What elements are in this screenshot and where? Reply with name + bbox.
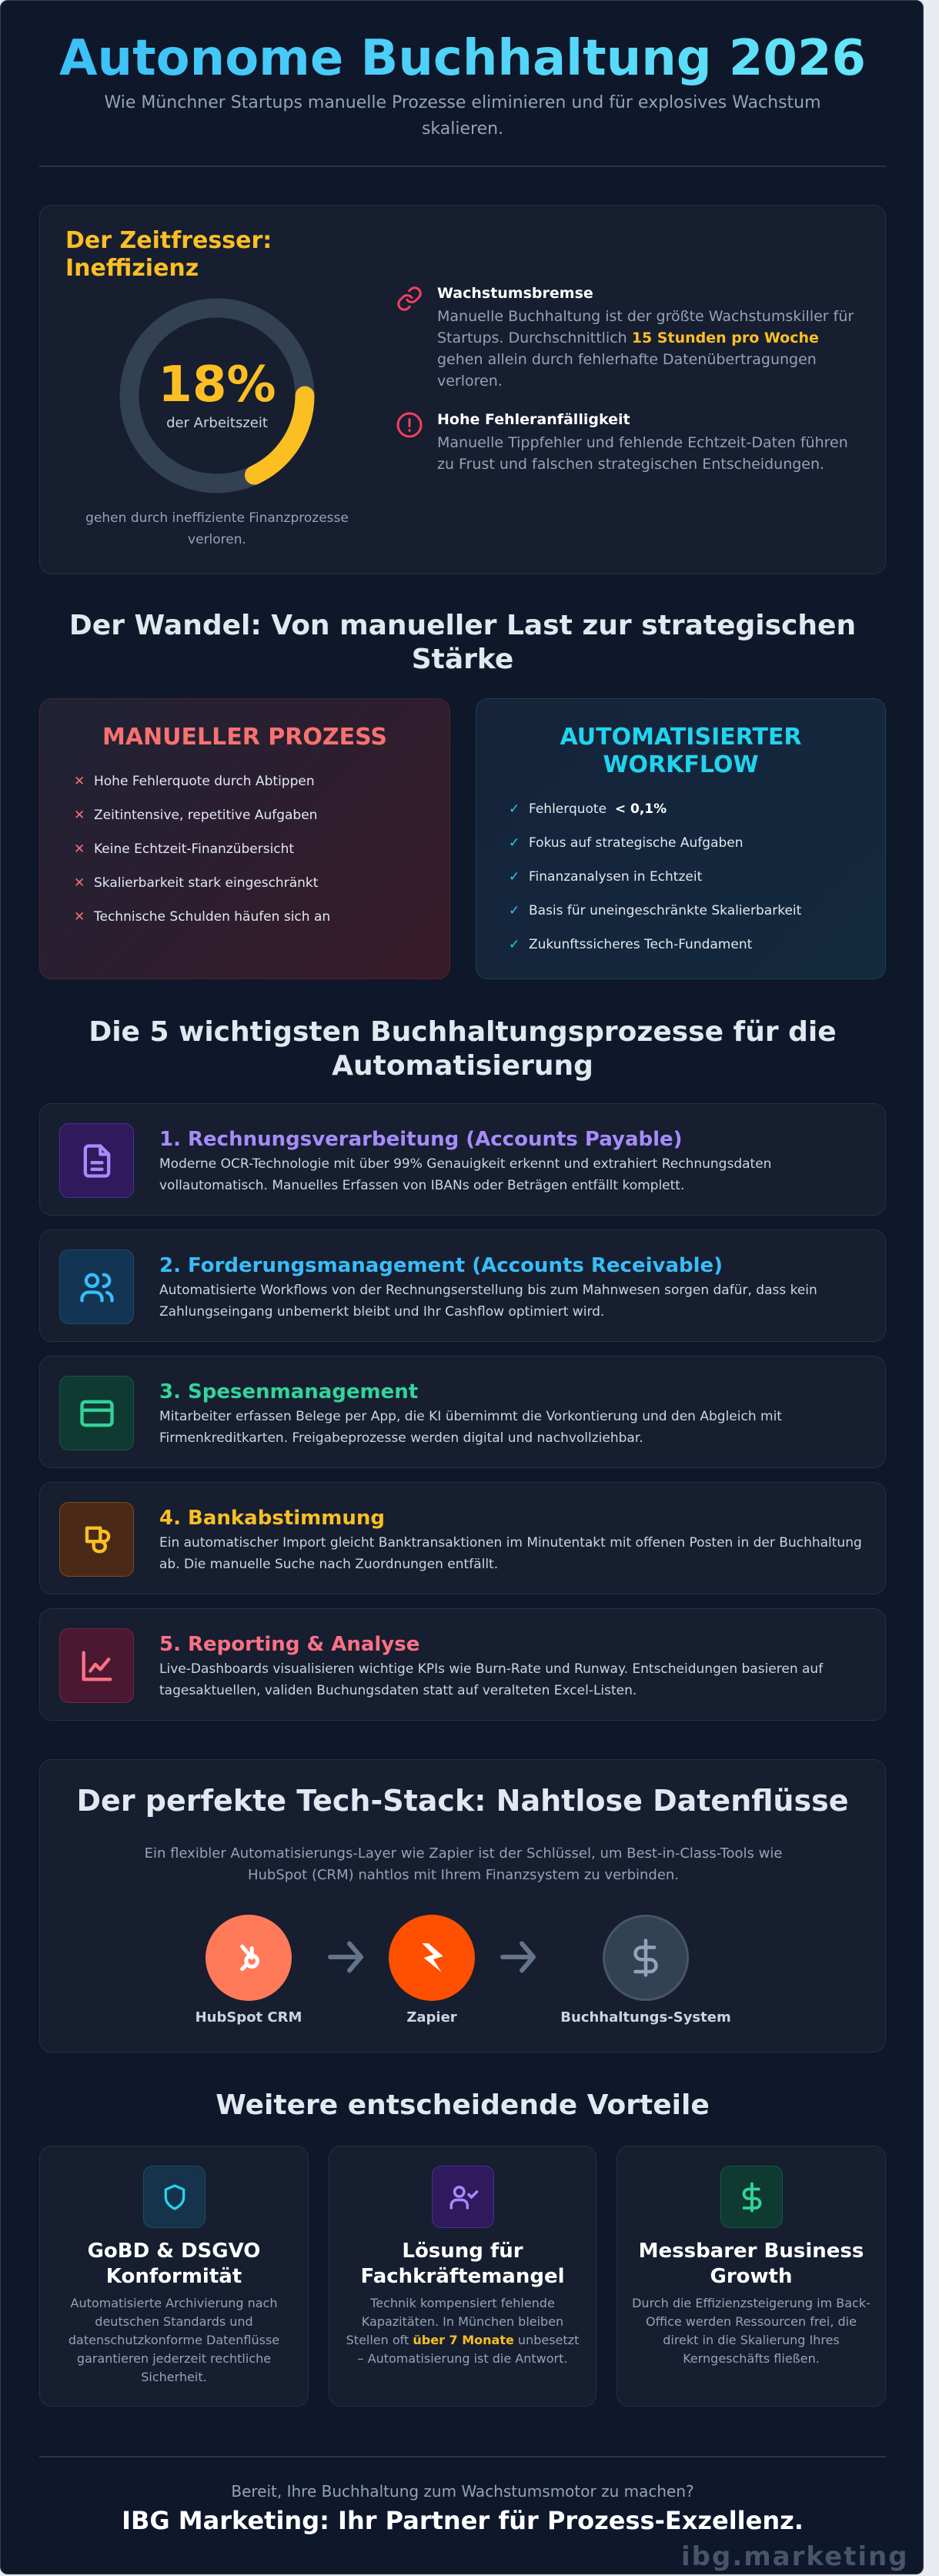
x-icon: ✕ [74,909,85,925]
advantage-card [617,2146,886,2407]
x-icon: ✕ [74,808,85,823]
processes-heading: Die 5 wichtigsten Buchhaltungsprozesse für die Automatisierung [89,1016,837,1082]
auto-list [509,800,667,834]
shield-icon [143,2166,206,2228]
user-check-icon [432,2166,494,2228]
stat-caption: gehen durch ineffiziente Finanzprozesse verloren. [85,510,349,547]
manual-title: MANUELLER PROZESS [102,724,387,751]
advantage-title: GoBD & DSGVO Konformität [87,2240,261,2288]
manual-list [74,772,330,942]
advantage-text: Automatisierte Archivierung nach deutschen Standards und datenschutzkonforme Datenflüsse garantieren jederzeit rechtliche Sicherheit. [68,2296,280,2384]
x-icon: ✕ [74,841,85,857]
point-text: Manuelle Buchhaltung ist der größte Wachstumskiller für Startups. Durchschnittlich 15 Stunden pro Woche gehen allein durch fehlerhafte Datenübertragungen verloren. [437,308,854,390]
credit-card-icon [59,1376,134,1450]
process-text: Mitarbeiter erfassen Belege per App, die KI übernimmt die Vorkontierung und den Abgleich mit Firmenkreditkarten. Freigabeprozesse werden digital und nachvollziehbar. [159,1409,782,1446]
arrow-right-icon [322,1934,369,1980]
hubspot-icon [229,1939,268,1977]
advantage-text: Technik kompensiert fehlende Kapazitäten. In München bleiben Stellen oft über 7 Monate unbesetzt – Automatisierung ist die Antwort. [346,2296,580,2366]
document-icon [59,1123,134,1198]
process-card [39,1103,886,1216]
check-icon: ✓ [509,937,520,952]
process-text: Automatisierte Workflows von der Rechnungserstellung bis zum Mahnwesen sorgen dafür, dass kein Zahlungseingang unbemerkt bleibt und Ihr Cashflow optimiert wird. [159,1283,817,1320]
point-title: Wachstumsbremse [437,285,593,302]
process-title: 5. Reporting & Analyse [159,1633,420,1656]
bank-sync-icon [59,1502,134,1577]
hubspot-node [206,1915,292,2001]
process-card [39,1482,886,1594]
process-title: 4. Bankabstimmung [159,1507,385,1530]
watermark: ibg.marketing [681,2541,909,2572]
accounting-node [603,1915,689,2001]
zapier-icon [413,1939,451,1977]
check-icon: ✓ [509,835,520,851]
techstack-heading: Der perfekte Tech-Stack: Nahtlose Datenflüsse [76,1784,849,1818]
manual-item: ✕ Zeitintensive, repetitive Aufgaben [74,808,318,823]
techstack-text: Ein flexibler Automatisierungs-Layer wie Zapier ist der Schlüssel, um Best-in-Class-Tools wie HubSpot (CRM) nahtlos mit Ihrem Finanzsystem zu verbinden. [144,1845,783,1883]
zapier-node [389,1915,475,2001]
node-label: Zapier [406,2009,457,2026]
advantage-card [329,2146,596,2407]
manual-item: ✕ Keine Echtzeit-Finanzübersicht [74,841,295,857]
cta-question: Bereit, Ihre Buchhaltung zum Wachstumsmotor zu machen? [231,2482,694,2501]
page-subtitle: Wie Münchner Startups manuelle Prozesse eliminieren und für explosives Wachstum skalieren. [104,93,821,139]
problem-card [39,205,886,574]
users-icon [59,1250,134,1324]
process-card [39,1608,886,1721]
manual-item: ✕ Skalierbarkeit stark eingeschränkt [74,875,319,891]
arrow-right-icon [495,1934,541,1980]
advantages-heading: Weitere entscheidende Vorteile [216,2089,710,2121]
check-icon: ✓ [509,903,520,918]
x-icon: ✕ [74,875,85,891]
advantage-title: Lösung für Fachkräftemangel [360,2240,565,2288]
advantage-card [39,2146,309,2407]
point-title: Hohe Fehleranfälligkeit [437,411,630,428]
node-label: Buchhaltungs-System [560,2009,731,2026]
manual-item: ✕ Hohe Fehlerquote durch Abtippen [74,774,315,789]
auto-title: AUTOMATISIERTER WORKFLOW [560,724,802,778]
process-card [39,1229,886,1342]
process-card [39,1356,886,1468]
node-label: HubSpot CRM [195,2009,302,2026]
check-icon: ✓ [509,869,520,885]
auto-item: ✓ Finanzanalysen in Echtzeit [509,869,703,885]
page-title: Autonome Buchhaltung 2026 [1,30,924,87]
process-text: Live-Dashboards visualisieren wichtige KPIs wie Burn-Rate und Runway. Entscheidungen basieren auf tagesaktuellen, validen Buchungsdaten statt auf veralteten Excel-Listen. [159,1661,824,1698]
stat-value: 18% [158,356,276,413]
advantage-text: Durch die Effizienzsteigerung im Back-Office werden Ressourcen frei, die direkt in die Skalierung Ihres Kerngeschäfts fließen. [632,2296,870,2366]
process-text: Ein automatischer Import gleicht Banktransaktionen im Minutentakt mit offenen Posten in der Buchhaltung ab. Die manuelle Suche nach Zuordnungen entfällt. [159,1535,862,1572]
divider [39,2456,886,2457]
process-text: Moderne OCR-Technologie mit über 99% Genauigkeit erkennt und extrahiert Rechnungsdaten vollautomatisch. Manuelles Erfassen von IBANs oder Beträgen entfällt komplett. [159,1156,772,1193]
process-title: 1. Rechnungsverarbeitung (Accounts Payable) [159,1128,683,1151]
manual-process-card [39,698,450,979]
dollar-icon [720,2166,783,2228]
auto-item: ✓ Fokus auf strategische Aufgaben [509,835,744,851]
auto-item: ✓ Zukunftssicheres Tech-Fundament [509,937,753,952]
problem-heading: Der Zeitfresser: Ineffizienz [65,227,272,282]
techstack-card [39,1759,886,2052]
manual-item: ✕ Technische Schulden häufen sich an [74,909,331,925]
change-heading: Der Wandel: Von manueller Last zur strategischen Stärke [69,610,857,675]
process-title: 3. Spesenmanagement [159,1380,419,1403]
alert-circle-icon [396,411,423,439]
auto-item: ✓ Fehlerquote < 0,1% [509,801,667,817]
stat-label: der Arbeitszeit [166,415,268,431]
point-text: Manuelle Tippfehler und fehlende Echtzeit-Daten führen zu Frust und falschen strategischen Entscheidungen. [437,434,848,473]
advantage-title: Messbarer Business Growth [638,2240,864,2288]
divider [39,166,886,167]
dollar-icon [625,1937,667,1979]
link-icon [396,285,423,313]
cta-claim: IBG Marketing: Ihr Partner für Prozess-Exzellenz. [122,2506,804,2535]
automated-workflow-card [476,698,886,979]
auto-item: ✓ Basis für uneingeschränkte Skalierbarkeit [509,903,802,918]
process-title: 2. Forderungsmanagement (Accounts Receivable) [159,1254,723,1277]
chart-line-icon [59,1628,134,1703]
x-icon: ✕ [74,774,85,789]
